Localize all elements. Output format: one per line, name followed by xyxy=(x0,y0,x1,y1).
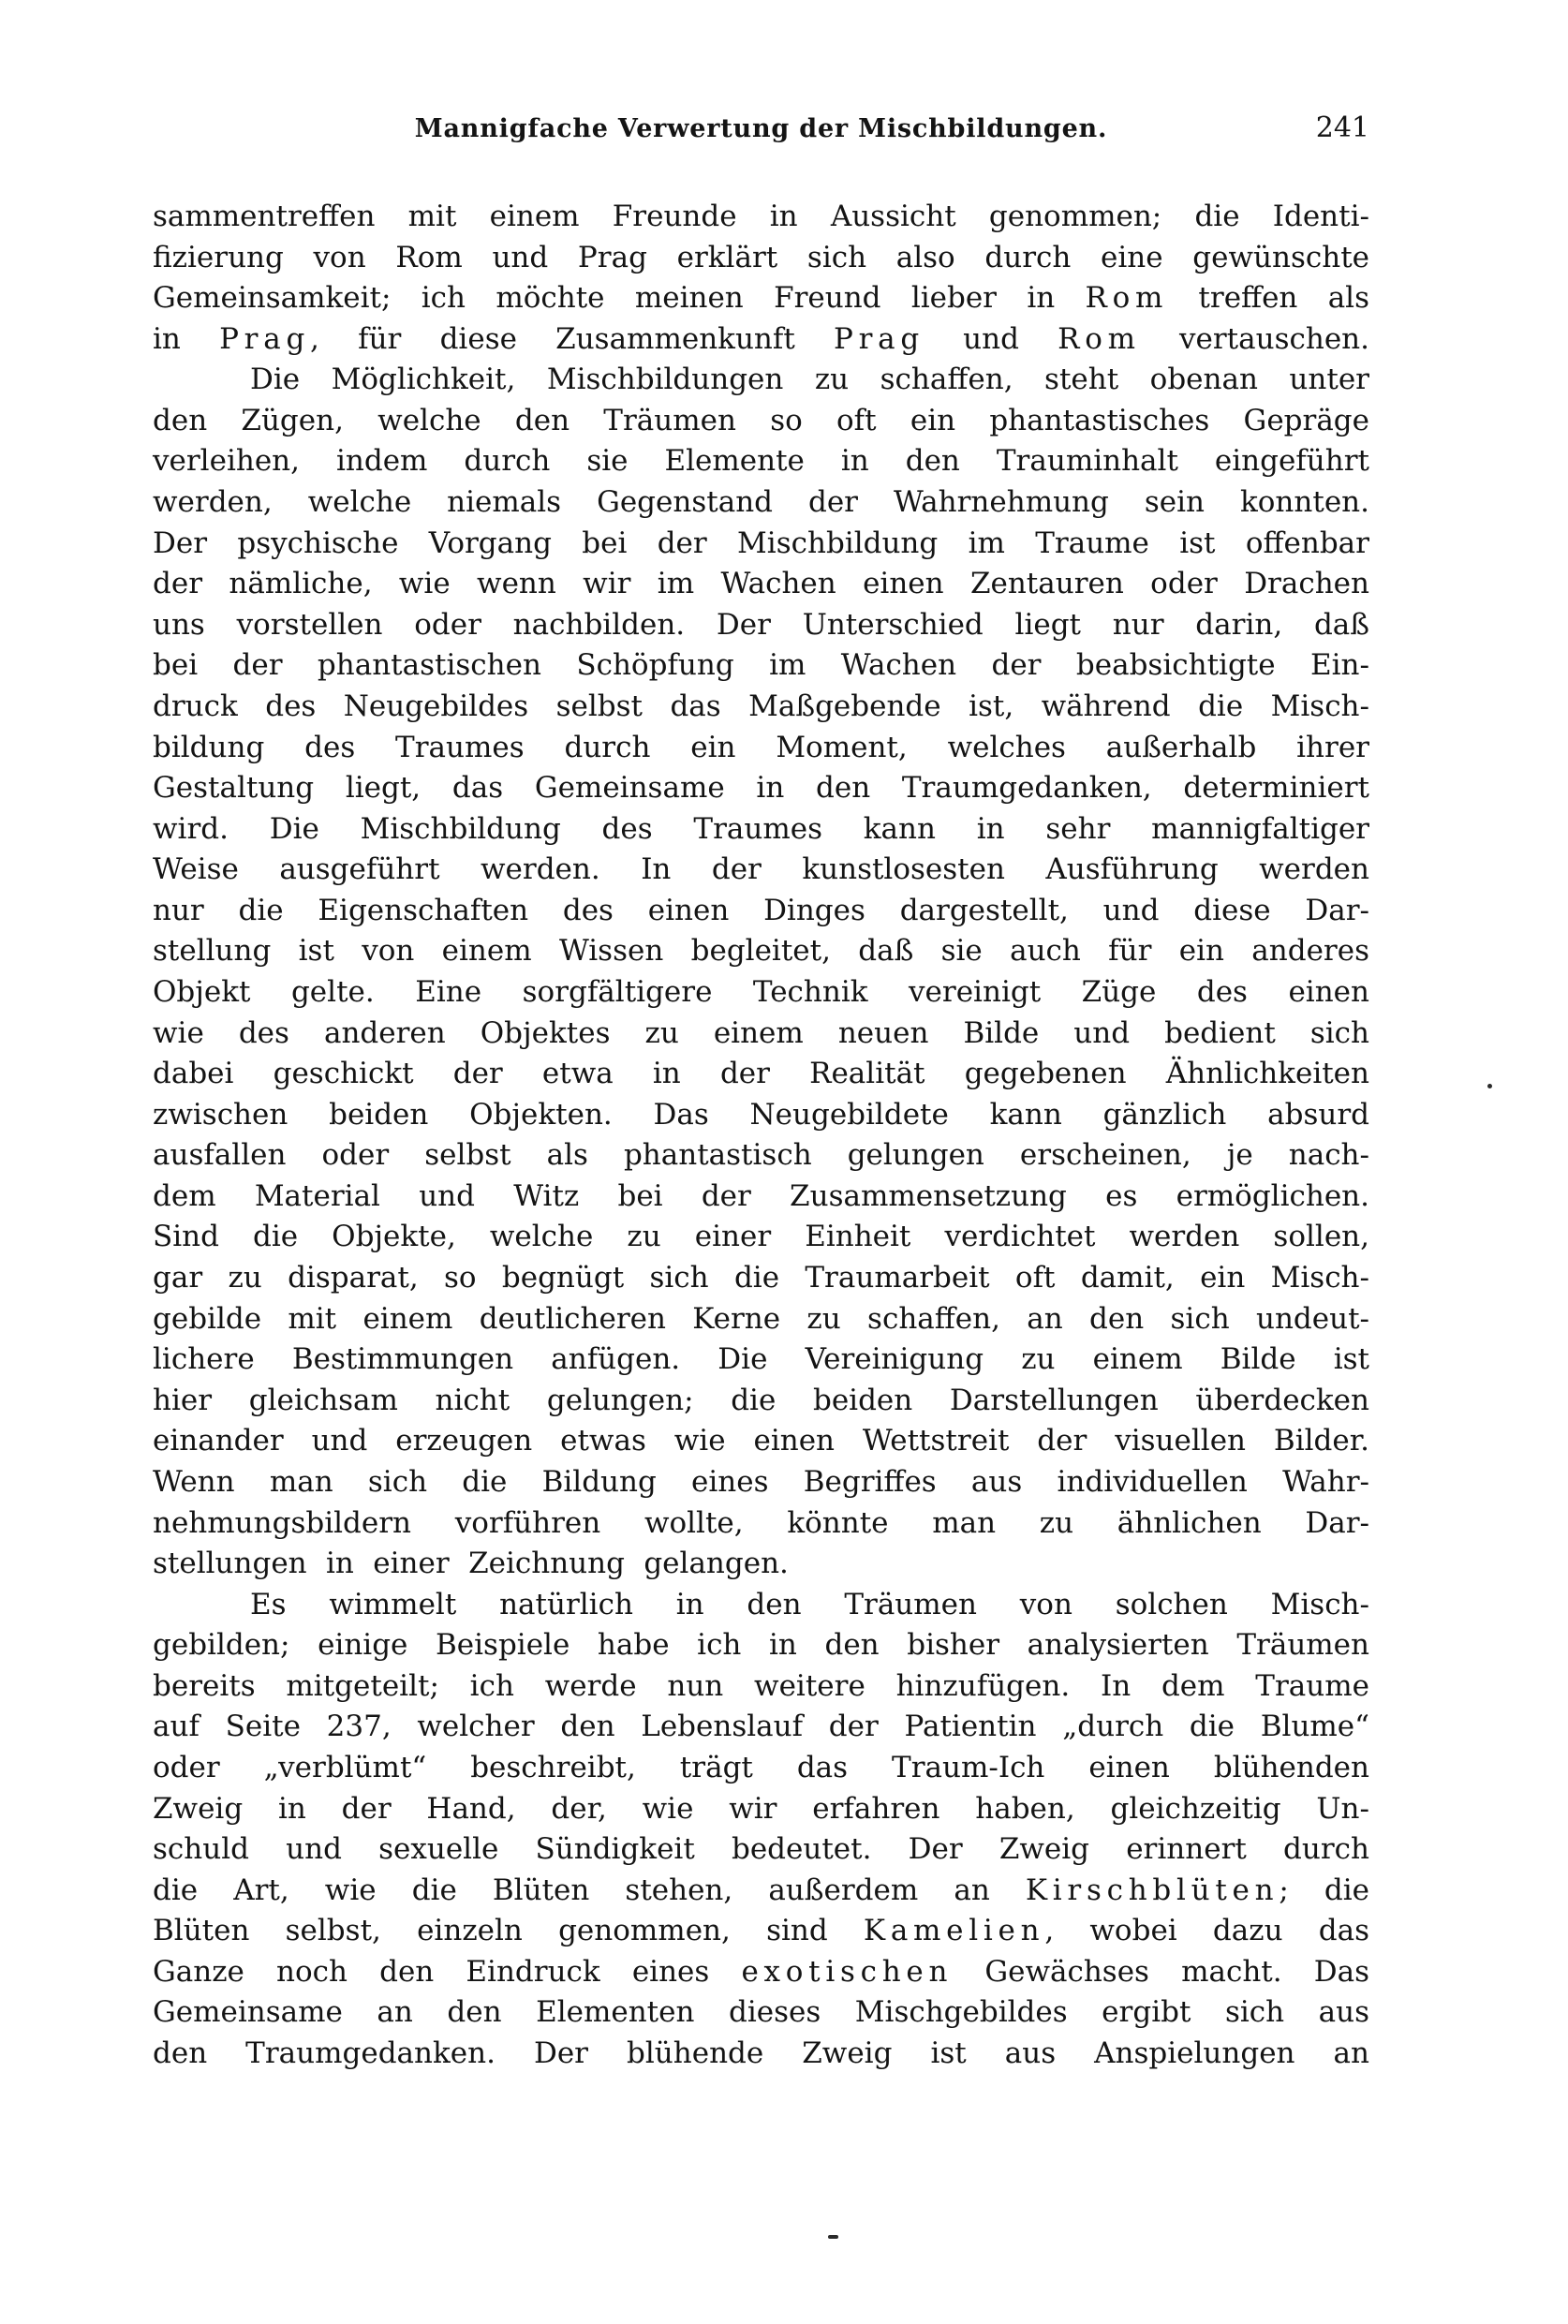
text-line: den Zügen, welche den Träumen so oft ein phantastisches Gepräge xyxy=(153,403,1369,437)
letterspaced-emphasis: Prag xyxy=(219,321,311,356)
text-line: Die Möglichkeit, Mischbildungen zu schaffen, steht obenan unter xyxy=(250,363,1369,397)
text-line: die Art, wie die Blüten stehen, außerdem an Kirschblüten; die xyxy=(153,1873,1369,1907)
text-line: bei der phantastischen Schöpfung im Wachen der beabsichtigte Ein- xyxy=(153,648,1369,683)
text-line: Sind die Objekte, welche zu einer Einheit verdichtet werden sollen, xyxy=(153,1220,1369,1254)
page-number: 241 xyxy=(1315,111,1369,144)
letterspaced-emphasis: Kirschblüten xyxy=(1025,1873,1280,1907)
text-line: werden, welche niemals Gegenstand der Wahrnehmung sein konnten. xyxy=(153,485,1369,520)
letterspaced-emphasis: Prag xyxy=(834,321,925,356)
text-line: Objekt gelte. Eine sorgfältigere Technik vereinigt Züge des einen xyxy=(153,974,1369,1009)
text-line: fizierung von Rom und Prag erklärt sich also durch eine gewünschte xyxy=(153,240,1369,274)
text-line: Es wimmelt natürlich in den Träumen von solchen Misch- xyxy=(250,1587,1369,1621)
text-line: Gestaltung liegt, das Gemeinsame in den Traumgedanken, determiniert xyxy=(153,771,1369,806)
text-line: nehmungsbildern vorführen wollte, könnte man zu ähnlichen Dar- xyxy=(153,1505,1369,1540)
text-line: Gemeinsame an den Elementen dieses Mischgebildes ergibt sich aus xyxy=(153,1995,1369,2030)
text-line: Ganze noch den Eindruck eines exotischen Gewächses macht. Das xyxy=(153,1954,1369,1989)
letterspaced-emphasis: Rom xyxy=(1085,281,1169,316)
text-line: dabei geschickt der etwa in der Realität gegebenen Ähnlichkeiten xyxy=(153,1057,1369,1091)
text-line: Der psychische Vorgang bei der Mischbildung im Traume ist offenbar xyxy=(153,525,1369,560)
text-line: sammentreffen mit einem Freunde in Aussicht genommen; die Identi- xyxy=(153,200,1369,233)
text-line: verleihen, indem durch sie Elemente in den Trauminhalt eingeführt xyxy=(153,444,1369,479)
text-line: einander und erzeugen etwas wie einen Wettstreit der visuellen Bilder. xyxy=(153,1424,1369,1458)
text-line: gebilden; einige Beispiele habe ich in den bisher analysierten Träumen xyxy=(153,1628,1369,1663)
text-line: Weise ausgeführt werden. In der kunstlosesten Ausführung werden xyxy=(153,852,1369,887)
letterspaced-emphasis: Kamelien xyxy=(863,1914,1045,1948)
text-line: nur die Eigenschaften des einen Dinges dargestellt, und diese Dar- xyxy=(153,893,1369,927)
running-head-title: Mannigfache Verwertung der Mischbildungen. xyxy=(414,114,1108,143)
text-line: Gemeinsamkeit; ich möchte meinen Freund lieber in Rom treffen als xyxy=(153,281,1370,316)
text-line: wird. Die Mischbildung des Traumes kann in sehr mannigfaltiger xyxy=(153,811,1369,846)
text-line: stellungen in einer Zeichnung gelangen. xyxy=(153,1547,789,1581)
letterspaced-emphasis: Rom xyxy=(1058,321,1141,356)
text-line: wie des anderen Objektes zu einem neuen Bilde und bedient sich xyxy=(153,1015,1369,1050)
letterspaced-emphasis: exotischen xyxy=(741,1954,954,1989)
text-line: druck des Neugebildes selbst das Maßgebende ist, während die Misch- xyxy=(153,688,1369,723)
text-line: auf Seite 237, welcher den Lebenslauf der Patientin „durch die Blume“ xyxy=(153,1710,1369,1744)
text-line: dem Material und Witz bei der Zusammensetzung es ermöglichen. xyxy=(153,1178,1369,1213)
text-block xyxy=(153,197,1369,2075)
text-line: zwischen beiden Objekten. Das Neugebildete kann gänzlich absurd xyxy=(153,1097,1369,1132)
text-line: gebilde mit einem deutlicheren Kerne zu schaffen, an den sich undeut- xyxy=(153,1301,1369,1336)
text-line: uns vorstellen oder nachbilden. Der Unterschied liegt nur darin, daß xyxy=(153,607,1369,642)
text-line: ausfallen oder selbst als phantastisch gelungen erscheinen, je nach- xyxy=(153,1138,1369,1173)
text-line: den Traumgedanken. Der blühende Zweig ist aus Anspielungen an xyxy=(153,2036,1369,2071)
text-line: Wenn man sich die Bildung eines Begriffes aus individuellen Wahr- xyxy=(153,1464,1369,1499)
text-line: stellung ist von einem Wissen begleitet, daß sie auch für ein anderes xyxy=(153,934,1369,969)
text-line: bildung des Traumes durch ein Moment, welches außerhalb ihrer xyxy=(153,730,1369,764)
text-line: Blüten selbst, einzeln genommen, sind Kamelien, wobei dazu das xyxy=(153,1914,1369,1948)
text-line: hier gleichsam nicht gelungen; die beiden Darstellungen überdecken xyxy=(153,1383,1369,1417)
text-line: der nämliche, wie wenn wir im Wachen einen Zentauren oder Drachen xyxy=(153,567,1369,601)
text-line: in Prag, für diese Zusammenkunft Prag und Rom vertauschen. xyxy=(153,321,1369,356)
text-line: bereits mitgeteilt; ich werde nun weitere hinzufügen. In dem Traume xyxy=(153,1668,1369,1703)
text-line: oder „verblümt“ beschreibt, trägt das Traum-Ich einen blühenden xyxy=(153,1750,1369,1784)
text-line: lichere Bestimmungen anfügen. Die Vereinigung zu einem Bilde ist xyxy=(153,1342,1369,1377)
ink-speck-right-margin xyxy=(1487,1084,1492,1088)
text-line: gar zu disparat, so begnügt sich die Traumarbeit oft damit, ein Misch- xyxy=(153,1261,1369,1295)
ink-speck-bottom-center xyxy=(828,2235,838,2239)
text-line: Zweig in der Hand, der, wie wir erfahren haben, gleichzeitig Un- xyxy=(153,1791,1369,1826)
text-line: schuld und sexuelle Sündigkeit bedeutet. Der Zweig erinnert durch xyxy=(153,1832,1369,1867)
